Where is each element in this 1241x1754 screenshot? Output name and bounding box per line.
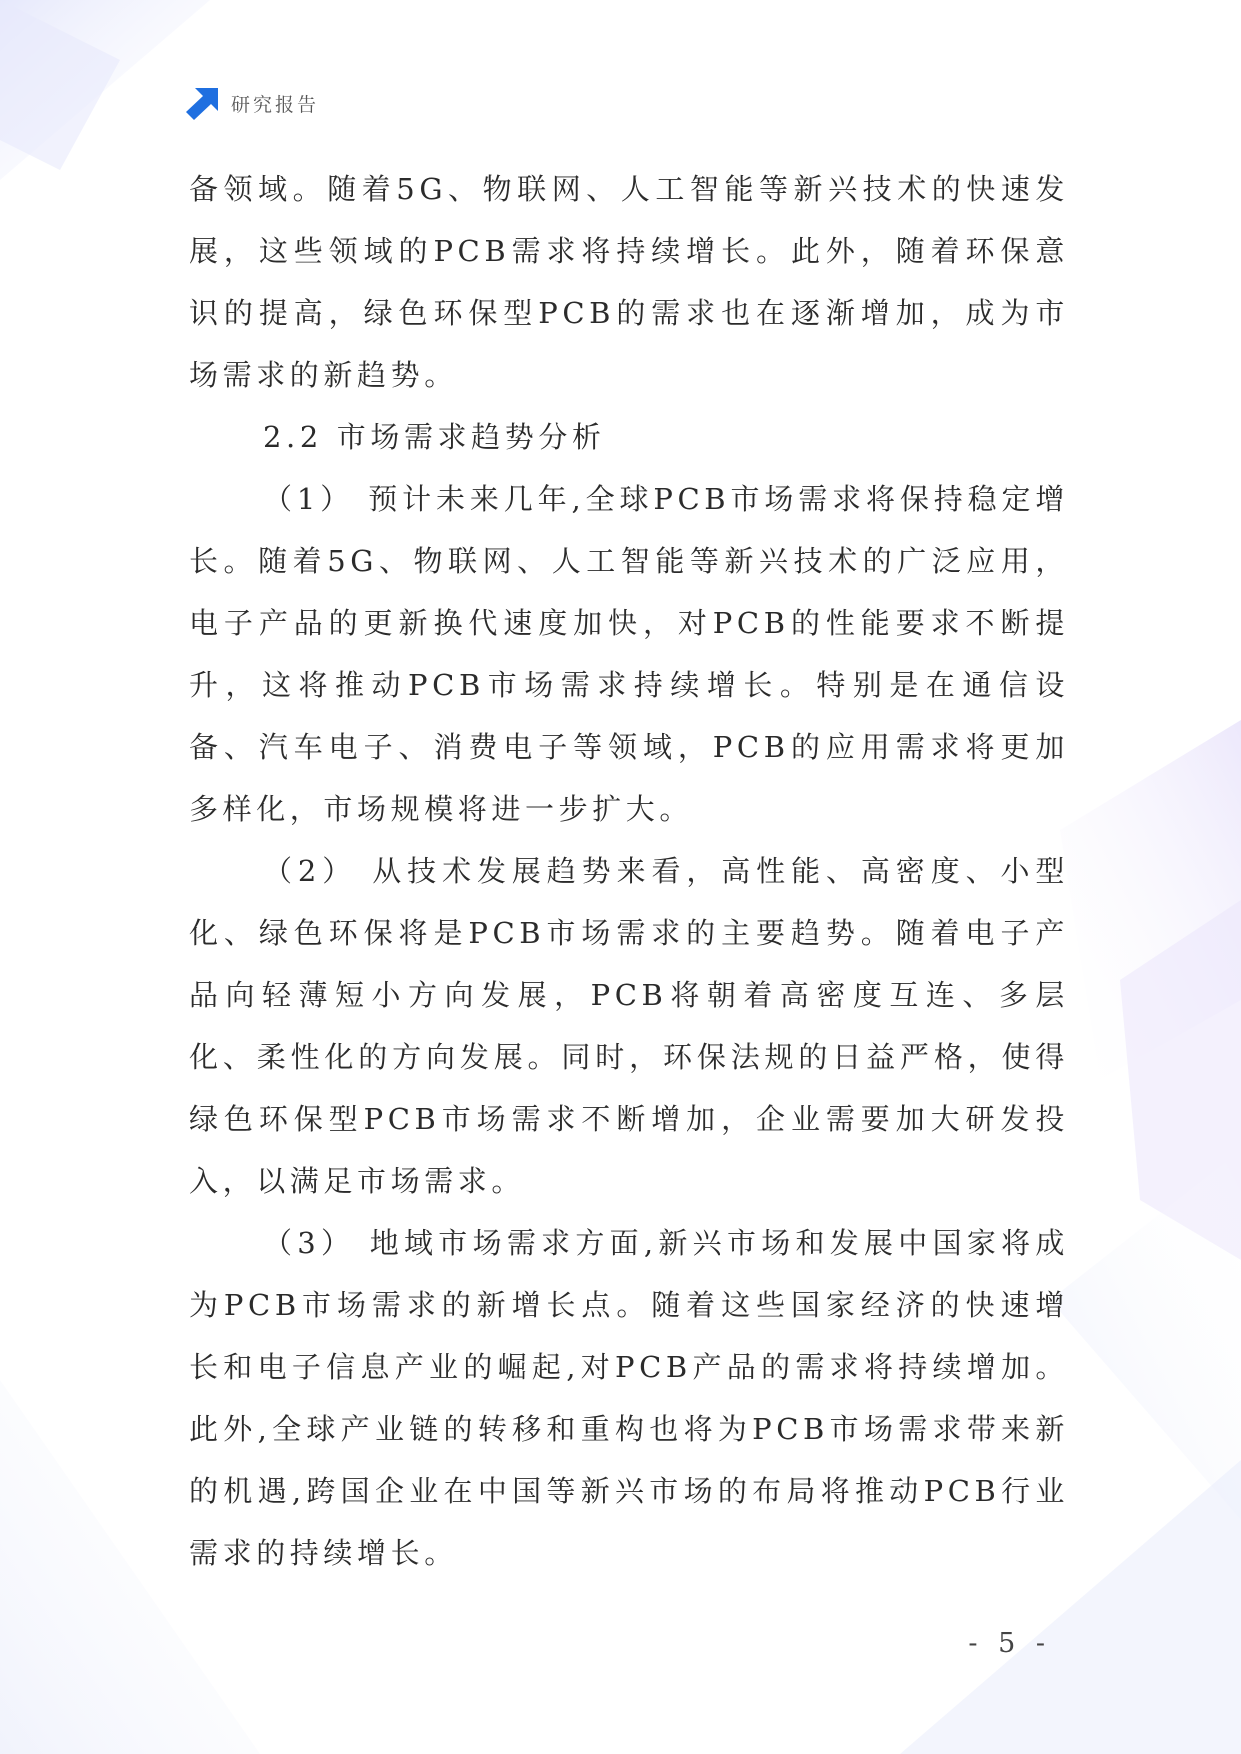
paragraph-point-1: （1） 预计未来几年,全球PCB市场需求将保持稳定增长。随着5G、物联网、人工智能等新兴技术的广泛应用，电子产品的更新换代速度加快，对PCB的性能要求不断提升，这将推动PCB市场需求持续增长。特别是在通信设备、汽车电子、消费电子等领域，PCB的应用需求将更加多样化，市场规模将进一步扩大。 bbox=[189, 482, 1069, 826]
header-title: 研究报告 bbox=[231, 93, 320, 116]
arrow-up-right-icon bbox=[186, 86, 220, 120]
page-number: - 5 - bbox=[968, 1628, 1051, 1659]
report-header bbox=[186, 86, 319, 120]
document-body bbox=[189, 158, 1069, 1584]
paragraph-continuation: 备领域。随着5G、物联网、人工智能等新兴技术的快速发展，这些领域的PCB需求将持续增长。此外，随着环保意识的提高，绿色环保型PCB的需求也在逐渐增加，成为市场需求的新趋势。 bbox=[189, 172, 1069, 392]
paragraph-point-2: （2） 从技术发展趋势来看，高性能、高密度、小型化、绿色环保将是PCB市场需求的主要趋势。随着电子产品向轻薄短小方向发展，PCB将朝着高密度互连、多层化、柔性化的方向发展。同时，环保法规的日益严格，使得绿色环保型PCB市场需求不断增加，企业需要加大研发投入，以满足市场需求。 bbox=[189, 854, 1069, 1198]
paragraph-point-3: （3） 地域市场需求方面,新兴市场和发展中国家将成为PCB市场需求的新增长点。随着这些国家经济的快速增长和电子信息产业的崛起,对PCB产品的需求将持续增加。此外,全球产业链的转移和重构也将为PCB市场需求带来新的机遇,跨国企业在中国等新兴市场的布局将推动PCB行业需求的持续增长。 bbox=[189, 1226, 1069, 1570]
section-heading: 2.2 市场需求趋势分析 bbox=[263, 420, 606, 454]
